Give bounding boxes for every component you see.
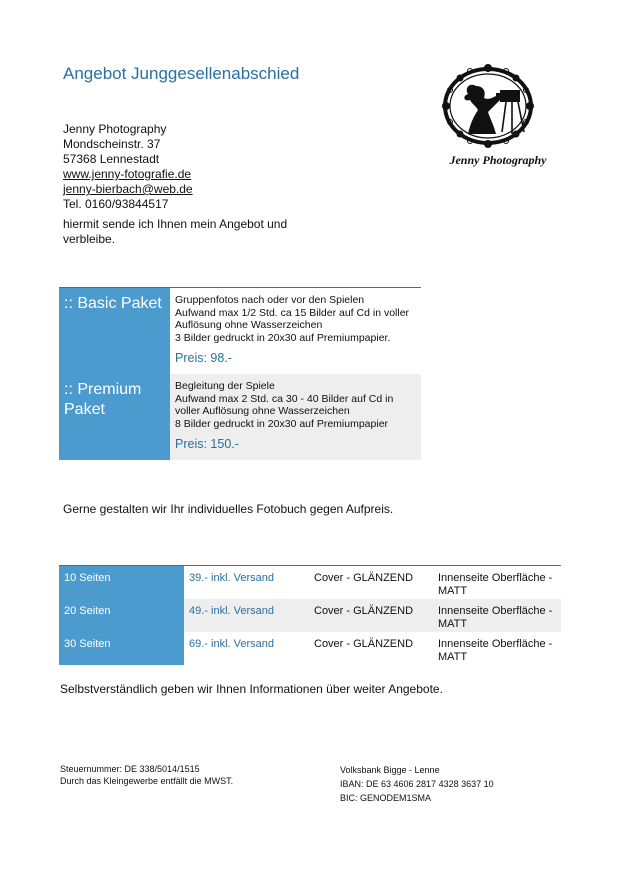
cover-cell: Cover - GLÄNZEND	[310, 599, 435, 632]
intro-text: hiermit sende ich Ihnen mein Angebot und verbleibe.	[63, 217, 288, 246]
closing-text: Selbstverständlich geben wir Ihnen Informationen über weiter Angebote.	[60, 682, 443, 696]
email-link[interactable]: jenny-bierbach@web.de	[63, 182, 193, 196]
package-name: :: Premium Paket	[59, 374, 170, 460]
photographer-camera-silhouette-icon	[442, 64, 534, 148]
package-line: Aufwand max 2 Std. ca 30 - 40 Bilder auf Cd in voller Auflösung ohne Wasserzeichen	[175, 392, 394, 418]
iban: IBAN: DE 63 4606 2817 4328 3637 10	[340, 779, 494, 789]
company-name: Jenny Photography	[63, 122, 167, 136]
package-table	[59, 287, 421, 460]
table-row	[59, 599, 561, 632]
pages-cell: 30 Seiten	[59, 632, 184, 665]
package-description	[170, 288, 421, 374]
fotobuch-table	[59, 565, 561, 665]
footer-tax	[60, 763, 233, 787]
package-line: Gruppenfotos nach oder vor den Spielen	[175, 294, 365, 306]
pages-cell: 10 Seiten	[59, 566, 184, 599]
fotobuch-text: Gerne gestalten wir Ihr individuelles Fotobuch gegen Aufpreis.	[63, 502, 394, 516]
package-price: Preis: 98.-	[175, 351, 232, 366]
footer-bank	[340, 763, 494, 805]
page-title: Angebot Junggesellenabschied	[63, 64, 300, 83]
table-row	[59, 566, 561, 599]
inner-cell: Innenseite Oberfläche - MATT	[438, 572, 553, 597]
package-row-premium	[59, 374, 421, 460]
street: Mondscheinstr. 37	[63, 137, 161, 151]
city: 57368 Lennestadt	[63, 152, 160, 166]
package-row-basic	[59, 288, 421, 374]
inner-cell: Innenseite Oberfläche - MATT	[438, 638, 553, 663]
package-line: 8 Bilder gedruckt in 20x30 auf Premiumpapier	[175, 417, 389, 430]
cover-cell: Cover - GLÄNZEND	[314, 572, 414, 584]
package-line: Aufwand max 1/2 Std. ca 15 Bilder auf Cd in voller Auflösung ohne Wasserzeichen	[175, 306, 410, 332]
cover-cell: Cover - GLÄNZEND	[314, 638, 414, 650]
price-cell: 49.- inkl. Versand	[184, 599, 310, 632]
logo	[440, 60, 562, 172]
package-line: Begleitung der Spiele	[175, 380, 275, 392]
package-name: :: Basic Paket	[59, 288, 170, 374]
package-line: 3 Bilder gedruckt in 20x30 auf Premiumpapier.	[175, 331, 391, 344]
address-block	[63, 122, 193, 212]
pages-cell: 20 Seiten	[59, 599, 184, 632]
bic: BIC: GENODEM1SMA	[340, 793, 432, 803]
bank-name: Volksbank Bigge - Lenne	[340, 765, 440, 775]
vat-note: Durch das Kleingewerbe entfällt die MWST.	[60, 776, 234, 786]
price-cell: 69.- inkl. Versand	[189, 638, 274, 650]
phone: Tel. 0160/93844517	[63, 197, 169, 211]
tax-number: Steuernummer: DE 338/5014/1515	[60, 764, 200, 774]
logo-text: Jenny Photography	[449, 153, 547, 167]
price-cell: 39.- inkl. Versand	[189, 572, 274, 584]
website-link[interactable]: www.jenny-fotografie.de	[63, 167, 192, 181]
package-price: Preis: 150.-	[175, 437, 239, 452]
package-description	[170, 374, 421, 460]
table-row	[59, 632, 561, 665]
inner-cell: Innenseite Oberfläche - MATT	[435, 599, 561, 632]
